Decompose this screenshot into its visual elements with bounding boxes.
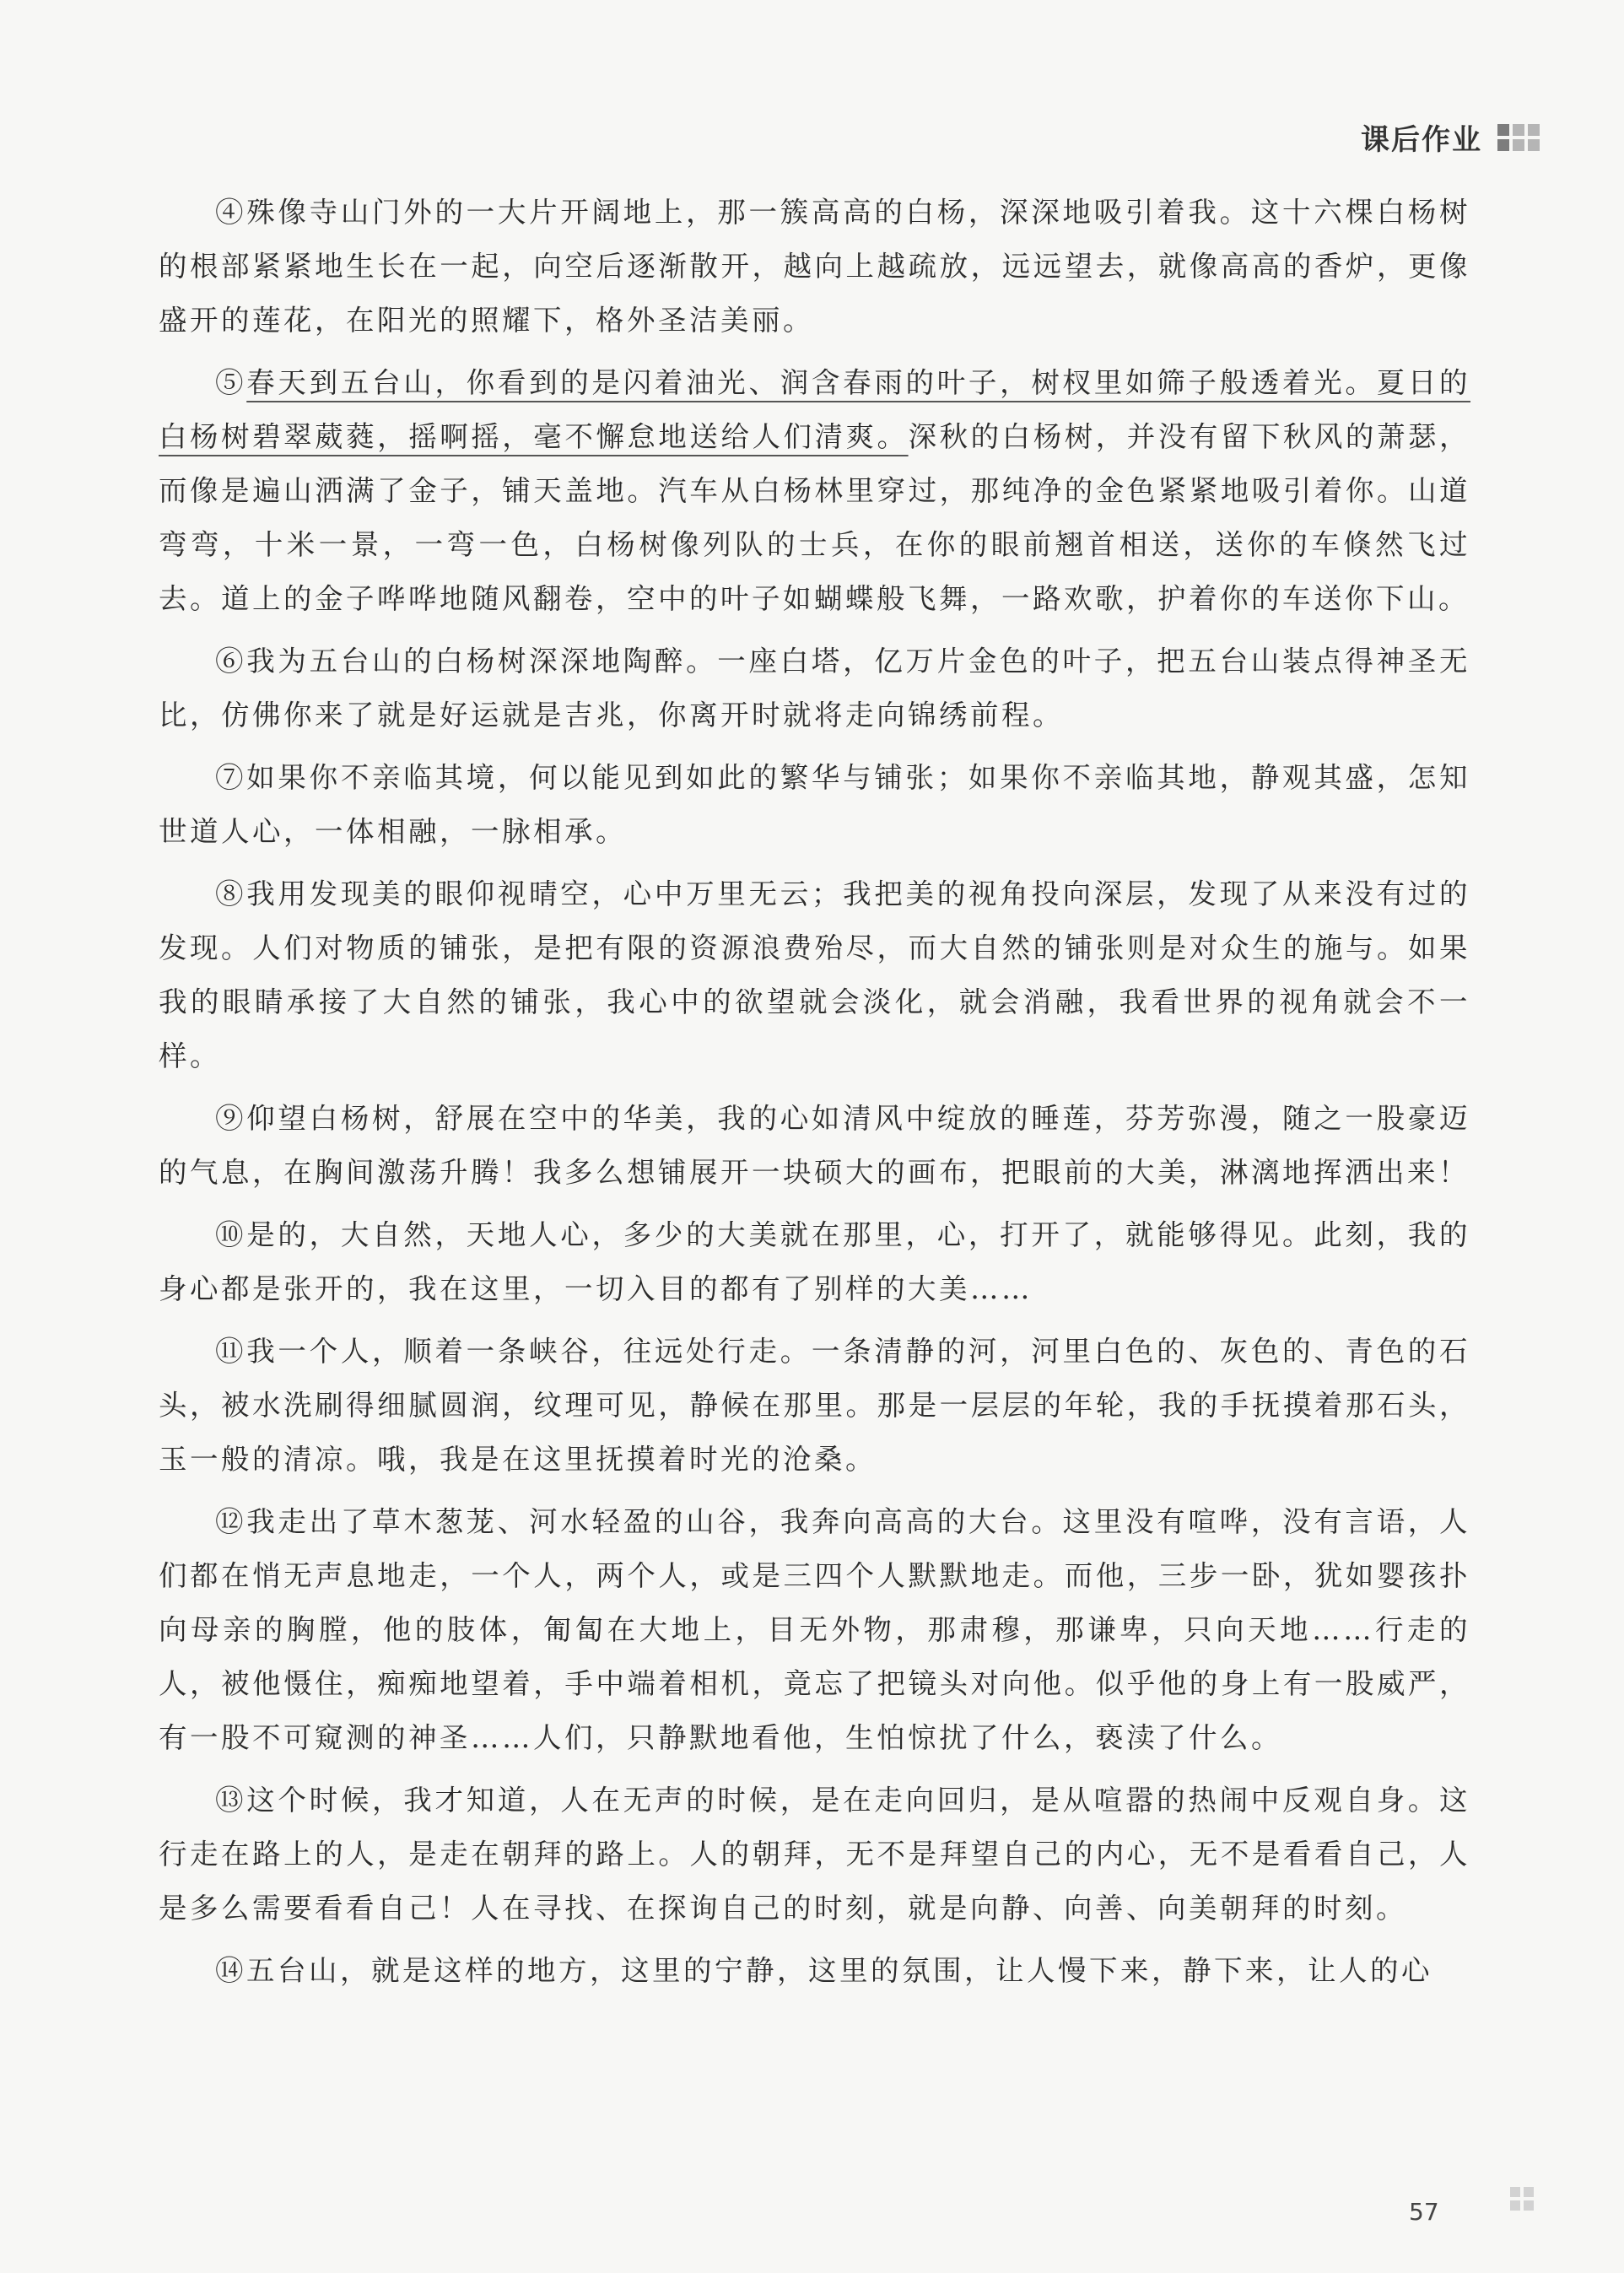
paragraph	[159, 186, 1470, 348]
paragraph-text: 我一个人，顺着一条峡谷，往远处行走。一条清静的河，河里白色的、灰色的、青色的石头，被水洗刷得细腻圆润，纹理可见，静候在那里。那是一层层的年轮，我的手抚摸着那石头，玉一般的清凉。哦，我是在这里抚摸着时光的沧桑。	[159, 1335, 1471, 1476]
paragraph	[159, 1495, 1470, 1765]
paragraph-number: ⑥	[215, 645, 247, 678]
paragraph-text: 深秋的白杨树，并没有留下秋风的萧瑟，而像是遍山洒满了金子，铺天盖地。汽车从白杨林里穿过，那纯净的金色紧紧地吸引着你。山道弯弯，十米一景，一弯一色，白杨树像列队的士兵，在你的眼前翘首相送，送你的车倏然飞过去。道上的金子哗哗地随风翻卷，空中的叶子如蝴蝶般飞舞，一路欢歌，护着你的车送你下山。	[159, 420, 1471, 615]
footer-blocks-icon	[1510, 2187, 1534, 2211]
paragraph	[159, 356, 1470, 626]
paragraph-number: ⑤	[215, 366, 247, 399]
paragraph-number: ⑪	[215, 1335, 247, 1368]
paragraph-text: 殊像寺山门外的一大片开阔地上，那一簇高高的白杨，深深地吸引着我。这十六棵白杨树的根部紧紧地生长在一起，向空后逐渐散开，越向上越疏放，远远望去，就像高高的香炉，更像盛开的莲花，在阳光的照耀下，格外圣洁美丽。	[159, 196, 1471, 337]
paragraph	[159, 751, 1470, 859]
paragraph-number: ⑩	[215, 1218, 247, 1251]
paragraph-number: ⑭	[215, 1954, 246, 1987]
paragraph-number: ⑬	[215, 1784, 247, 1817]
paragraph-text: 这个时候，我才知道，人在无声的时候，是在走向回归，是从喧嚣的热闹中反观自身。这行走在路上的人，是走在朝拜的路上。人的朝拜，无不是拜望自己的内心，无不是看看自己，人是多么需要看看自己！人在寻找、在探询自己的时刻，就是向静、向善、向美朝拜的时刻。	[159, 1784, 1471, 1925]
paragraph	[159, 867, 1470, 1083]
header-title: 课后作业	[1361, 123, 1482, 157]
paragraph-text: 如果你不亲临其境，何以能见到如此的繁华与铺张；如果你不亲临其地，静观其盛，怎知世道人心，一体相融，一脉相承。	[159, 761, 1471, 848]
paragraph	[159, 1092, 1470, 1200]
paragraph-text: 五台山，就是这样的地方，这里的宁静，这里的氛围，让人慢下来，静下来，让人的心	[246, 1954, 1432, 1987]
page-header	[1361, 116, 1540, 158]
paragraph	[159, 1208, 1470, 1316]
page-number: 57	[1409, 2198, 1439, 2226]
paragraph	[159, 1325, 1470, 1487]
paragraph	[159, 1944, 1470, 1998]
paragraph-number: ⑧	[215, 877, 247, 910]
paragraph-number: ⑦	[215, 761, 247, 794]
grid-blocks-icon	[1497, 124, 1540, 151]
paragraph-number: ④	[215, 196, 247, 229]
paragraph	[159, 1774, 1470, 1936]
underlined-text: 春天到五台山，你看到的是闪着油光、润含春雨的叶子，树杈里如筛子般透着光。夏日的白杨树碧翠葳蕤，摇啊摇，毫不懈怠地送给人们清爽。	[159, 366, 1471, 453]
paragraph-text: 我用发现美的眼仰视晴空，心中万里无云；我把美的视角投向深层，发现了从来没有过的发现。人们对物质的铺张，是把有限的资源浪费殆尽，而大自然的铺张则是对众生的施与。如果我的眼睛承接了大自然的铺张，我心中的欲望就会淡化，就会消融，我看世界的视角就会不一样。	[159, 877, 1471, 1072]
paragraph-number: ⑫	[215, 1505, 247, 1538]
paragraph-text: 我为五台山的白杨树深深地陶醉。一座白塔，亿万片金色的叶子，把五台山装点得神圣无比，仿佛你来了就是好运就是吉兆，你离开时就将走向锦绣前程。	[159, 645, 1471, 732]
paragraph-number: ⑨	[215, 1102, 247, 1135]
paragraph-text: 我走出了草木葱茏、河水轻盈的山谷，我奔向高高的大台。这里没有喧哗，没有言语，人们都在悄无声息地走，一个人，两个人，或是三四个人默默地走。而他，三步一卧，犹如婴孩扑向母亲的胸膛，他的肢体，匍匐在大地上，目无外物，那肃穆，那谦卑，只向天地……行走的人，被他慑住，痴痴地望着，手中端着相机，竟忘了把镜头对向他。似乎他的身上有一股威严，有一股不可窥测的神圣……人们，只静默地看他，生怕惊扰了什么，亵渎了什么。	[159, 1505, 1471, 1754]
paragraph-text: 是的，大自然，天地人心，多少的大美就在那里，心，打开了，就能够得见。此刻，我的身心都是张开的，我在这里，一切入目的都有了别样的大美……	[159, 1218, 1471, 1305]
article-body	[159, 186, 1470, 2006]
paragraph-text: 仰望白杨树，舒展在空中的华美，我的心如清风中绽放的睡莲，芬芳弥漫，随之一股豪迈的气息，在胸间激荡升腾！我多么想铺展开一块硕大的画布，把眼前的大美，淋漓地挥洒出来！	[159, 1102, 1471, 1189]
paragraph	[159, 634, 1470, 742]
